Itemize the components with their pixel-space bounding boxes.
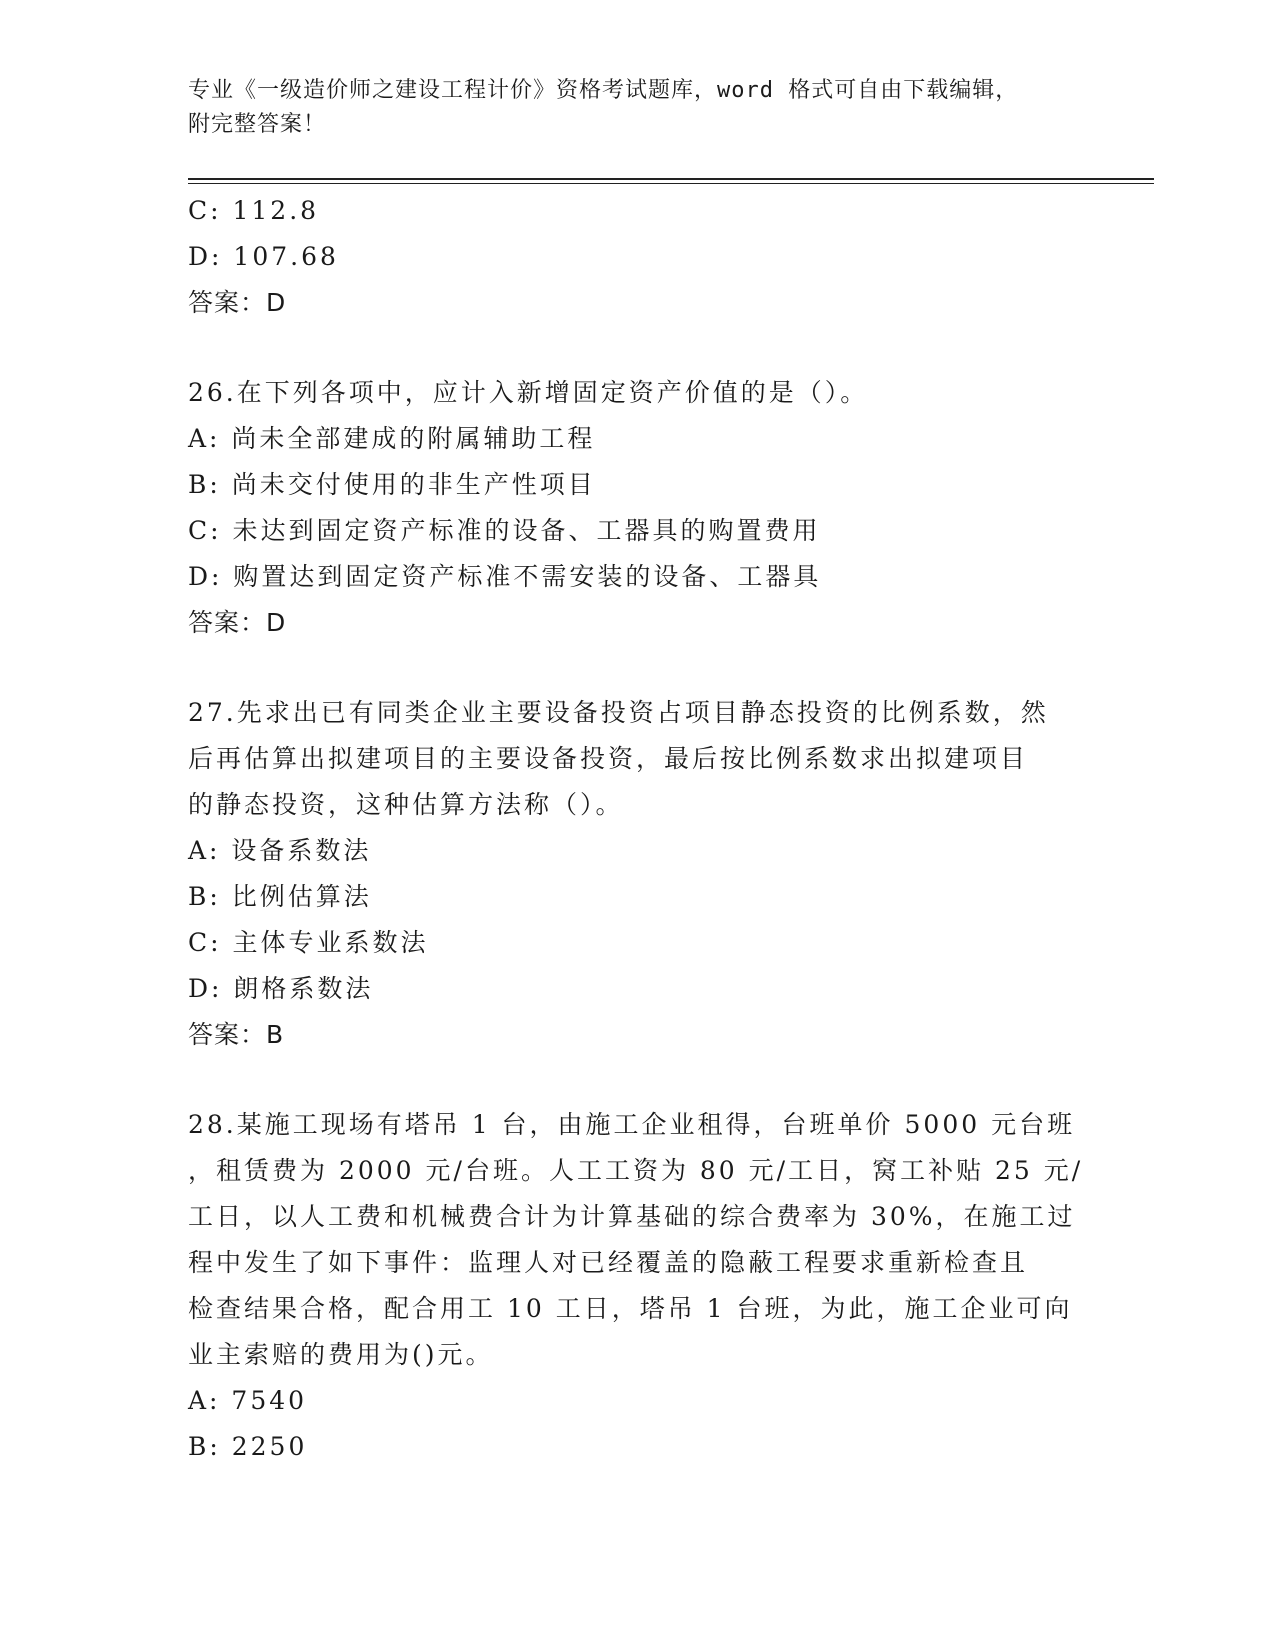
question-28 (188, 1102, 1088, 1470)
header-line-2: 附完整答案！ (188, 112, 327, 137)
option-b: B: 尚未交付使用的非生产性项目 (188, 470, 596, 499)
answer-line: 答案：B (188, 1020, 285, 1049)
spacer (188, 1058, 1088, 1102)
question-26 (188, 370, 1088, 646)
question-stem: 的静态投资，这种估算方法称（）。 (188, 790, 624, 819)
question-stem: 后再估算出拟建项目的主要设备投资，最后按比例系数求出拟建项目 (188, 744, 1029, 773)
question-stem: 检查结果合格，配合用工 10 工日，塔吊 1 台班，为此，施工企业可向 (188, 1294, 1073, 1323)
option-c: C: 主体专业系数法 (188, 928, 429, 957)
option-a: A: 尚未全部建成的附属辅助工程 (188, 424, 596, 453)
option-b: B: 比例估算法 (188, 882, 372, 911)
spacer (188, 326, 1088, 370)
spacer (188, 646, 1088, 690)
question-stem: 工日，以人工费和机械费合计为计算基础的综合费率为 30%，在施工过 (188, 1202, 1076, 1231)
question-list (188, 188, 1088, 1470)
option-d: D: 购置达到固定资产标准不需安装的设备、工器具 (188, 562, 822, 591)
question-stem: 业主索赔的费用为()元。 (188, 1340, 494, 1369)
option-d: D: 107.68 (188, 242, 339, 271)
header-divider-thick (188, 178, 1154, 180)
option-d: D: 朗格系数法 (188, 974, 374, 1003)
question-27 (188, 690, 1088, 1058)
question-stem: 28.某施工现场有塔吊 1 台，由施工企业租得，台班单价 5000 元台班 (188, 1110, 1076, 1139)
header-line-1: 专业《一级造价师之建设工程计价》资格考试题库，word 格式可自由下载编辑， (188, 78, 1019, 103)
option-a: A: 设备系数法 (188, 836, 372, 865)
option-c: C: 未达到固定资产标准的设备、工器具的购置费用 (188, 516, 821, 545)
option-b: B: 2250 (188, 1432, 308, 1461)
option-c: C: 112.8 (188, 196, 320, 225)
question-stem: 程中发生了如下事件：监理人对已经覆盖的隐蔽工程要求重新检查且 (188, 1248, 1029, 1277)
header-divider-thin (188, 183, 1154, 184)
answer-line: 答案：D (188, 608, 287, 637)
document-header (188, 74, 1088, 142)
question-stem: 26.在下列各项中，应计入新增固定资产价值的是（）。 (188, 378, 869, 407)
question-stem: ，租赁费为 2000 元/台班。人工工资为 80 元/工日，窝工补贴 25 元/ (188, 1156, 1084, 1185)
question-stem: 27.先求出已有同类企业主要设备投资占项目静态投资的比例系数，然 (188, 698, 1049, 727)
answer-line: 答案：D (188, 288, 287, 317)
option-a: A: 7540 (188, 1386, 308, 1415)
prev-question (188, 188, 1088, 326)
